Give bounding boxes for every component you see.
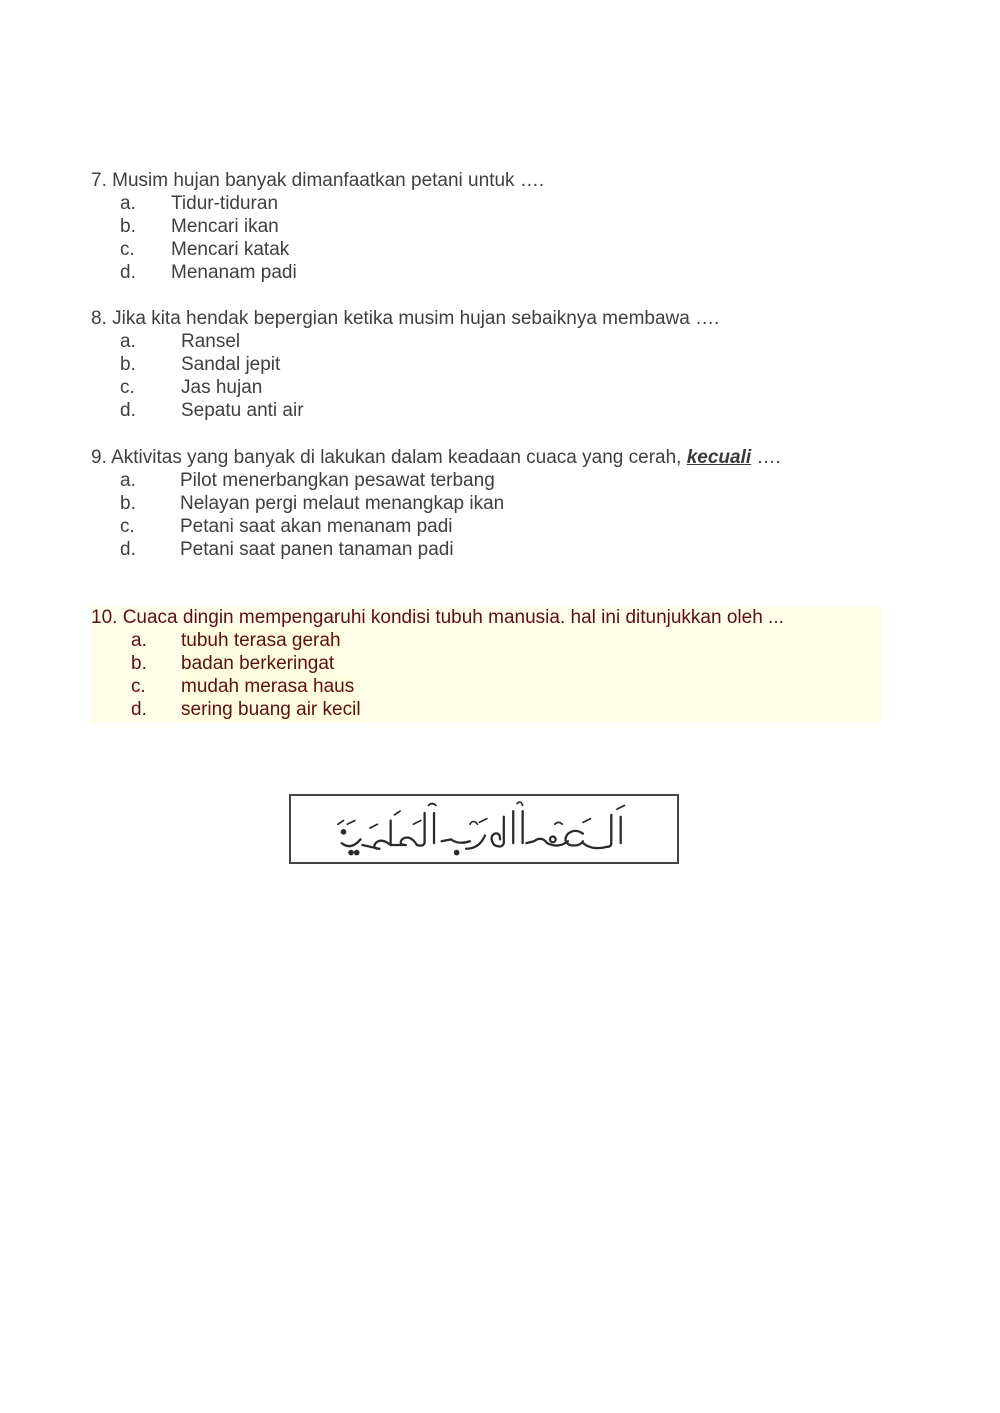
option-text: Tidur-tiduran <box>171 193 279 214</box>
option-text: Petani saat panen tanaman padi <box>180 539 454 560</box>
question-9-option-b[interactable] <box>91 492 781 515</box>
question-7-options <box>91 192 544 284</box>
question-9-option-c[interactable] <box>91 515 781 538</box>
question-10-option-a[interactable] <box>91 629 881 652</box>
option-letter: c. <box>120 377 135 398</box>
question-7-text: 7. Musim hujan banyak dimanfaatkan petani untuk …. <box>91 170 545 191</box>
option-letter: a. <box>120 470 136 491</box>
option-text: Menanam padi <box>171 262 297 283</box>
option-text: Nelayan pergi melaut menangkap ikan <box>180 493 505 514</box>
question-8 <box>91 307 719 422</box>
option-letter: d. <box>131 699 147 720</box>
alhamdulillah-calligraphy-icon <box>291 796 677 862</box>
question-9-text <box>91 446 781 469</box>
option-letter: a. <box>120 331 136 352</box>
option-text: Jas hujan <box>181 377 263 398</box>
option-text: Sandal jepit <box>181 354 281 375</box>
option-text: sering buang air kecil <box>181 699 361 720</box>
option-letter: a. <box>120 193 136 214</box>
question-7-option-a[interactable] <box>91 192 544 215</box>
alhamdulillah-calligraphy-box <box>289 794 679 864</box>
option-letter: b. <box>120 216 136 237</box>
option-text: Mencari katak <box>171 239 290 260</box>
question-9-text-after: …. <box>756 447 781 468</box>
question-8-text: 8. Jika kita hendak bepergian ketika musim hujan sebaiknya membawa …. <box>91 308 720 329</box>
question-10 <box>91 606 881 723</box>
question-8-option-c[interactable] <box>91 376 719 399</box>
question-8-option-a[interactable] <box>91 330 719 353</box>
question-8-option-b[interactable] <box>91 353 719 376</box>
question-8-option-d[interactable] <box>91 399 719 422</box>
option-letter: c. <box>120 239 135 260</box>
option-text: tubuh terasa gerah <box>181 630 341 651</box>
question-10-option-d[interactable] <box>91 698 881 721</box>
option-letter: c. <box>120 516 135 537</box>
option-text: Mencari ikan <box>171 216 279 237</box>
question-8-options <box>91 330 719 422</box>
question-9-text-before: 9. Aktivitas yang banyak di lakukan dalam keadaan cuaca yang cerah, <box>91 447 682 468</box>
option-letter: b. <box>120 354 136 375</box>
question-7 <box>91 169 544 284</box>
question-10-options <box>91 629 881 721</box>
option-letter: c. <box>131 676 146 697</box>
option-text: badan berkeringat <box>181 653 335 674</box>
option-letter: d. <box>120 400 136 421</box>
option-text: Pilot menerbangkan pesawat terbang <box>180 470 495 491</box>
question-9-option-d[interactable] <box>91 538 781 561</box>
question-10-option-c[interactable] <box>91 675 881 698</box>
option-letter: b. <box>120 493 136 514</box>
option-text: Petani saat akan menanam padi <box>180 516 453 537</box>
option-letter: b. <box>131 653 147 674</box>
option-text: Ransel <box>181 331 241 352</box>
option-text: mudah merasa haus <box>181 676 355 697</box>
question-9-option-a[interactable] <box>91 469 781 492</box>
option-letter: d. <box>120 262 136 283</box>
question-9 <box>91 446 781 561</box>
question-7-option-c[interactable] <box>91 238 544 261</box>
option-letter: d. <box>120 539 136 560</box>
question-9-options <box>91 469 781 561</box>
question-7-option-b[interactable] <box>91 215 544 238</box>
question-7-option-d[interactable] <box>91 261 544 284</box>
option-letter: a. <box>131 630 147 651</box>
option-text: Sepatu anti air <box>181 400 304 421</box>
question-10-option-b[interactable] <box>91 652 881 675</box>
question-9-emphasis: kecuali <box>686 447 752 468</box>
question-10-text: 10. Cuaca dingin mempengaruhi kondisi tubuh manusia. hal ini ditunjukkan oleh ... <box>91 607 784 628</box>
